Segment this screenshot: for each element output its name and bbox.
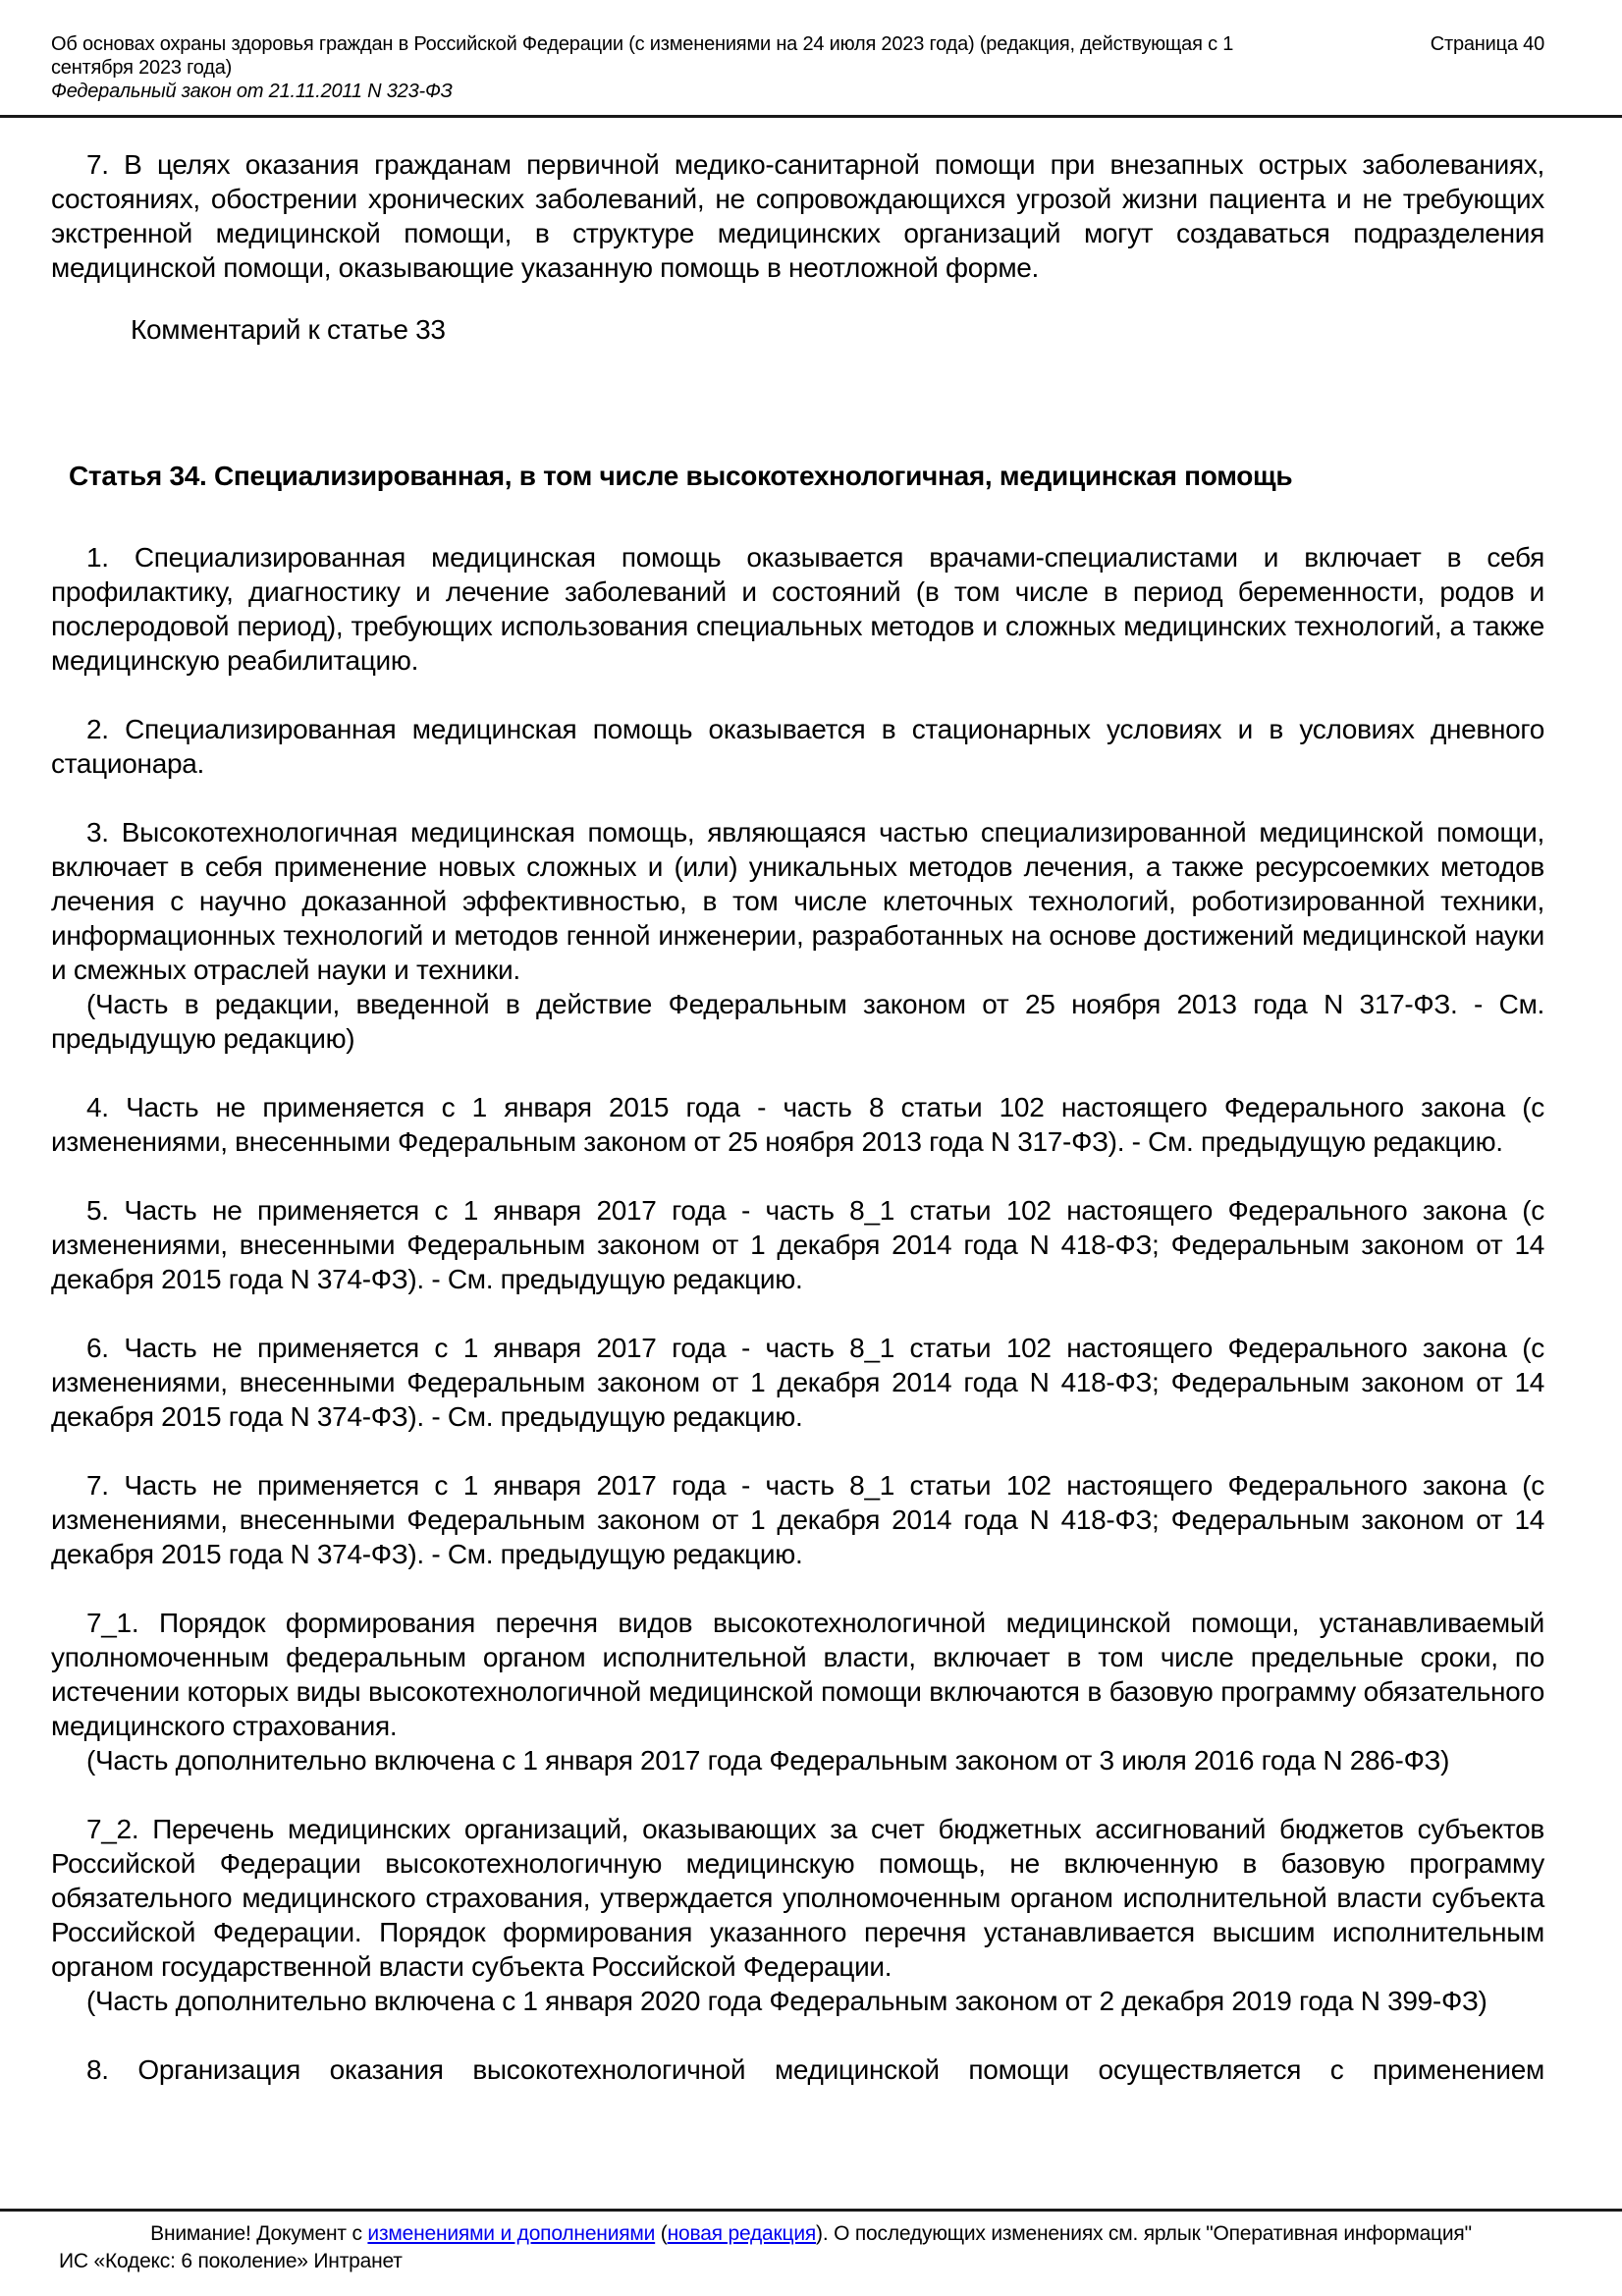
- page-header: [0, 0, 1622, 103]
- paragraph-part-2: 2. Специализированная медицинская помощь оказывается в стационарных условиях и в условиях дневного стационара.: [51, 714, 1544, 779]
- paragraph-part-7-2: 7_2. Перечень медицинских организаций, оказывающих за счет бюджетных ассигнований бюджетов субъектов Российской Федерации высокотехнологичную медицинскую помощь, не включенную в базовую программу обязательного медицинского страхования, утверждается уполномоченным органом исполнительной власти субъекта Российской Федерации. Порядок формирования указанного перечня устанавливается высшим исполнительным органом государственной власти субъекта Российской Федерации.: [51, 1814, 1544, 1982]
- notice-text-middle: (: [655, 2222, 668, 2245]
- paragraph-part-1: 1. Специализированная медицинская помощь оказывается врачами-специалистами и включает в себя профилактику, диагностику и лечение заболеваний и состояний (в том числе в период беременности, родов и послеродовой период), требующих использования специальных методов и сложных медицинских технологий, а также медицинскую реабилитацию.: [51, 542, 1544, 676]
- paragraph-part-6: 6. Часть не применяется с 1 января 2017 года - часть 8_1 статьи 102 настоящего Федерального закона (с изменениями, внесенными Федеральным законом от 1 декабря 2014 года N 418-ФЗ; Федеральным законом от 14 декабря 2015 года N 374-ФЗ). - См. предыдущую редакцию.: [51, 1333, 1544, 1432]
- paragraph-part-7-dup: 7. Часть не применяется с 1 января 2017 года - часть 8_1 статьи 102 настоящего Федерального закона (с изменениями, внесенными Федеральным законом от 1 декабря 2014 года N 418-ФЗ; Федеральным законом от 14 декабря 2015 года N 374-ФЗ). - См. предыдущую редакцию.: [51, 1470, 1544, 1569]
- notice-text-prefix: Внимание! Документ с: [150, 2222, 368, 2245]
- document-title: Об основах охраны здоровья граждан в Российской Федерации (с изменениями на 24 июля 2023 года) (редакция, действующая с 1 сентября 2023 года): [51, 33, 1234, 79]
- system-label: ИС «Кодекс: 6 поколение» Интранет: [59, 2250, 403, 2272]
- paragraph-part-7-2-note: (Часть дополнительно включена с 1 января 2020 года Федеральным законом от 2 декабря 2019 года N 399-ФЗ): [86, 1986, 1487, 2016]
- paragraph-part-3: 3. Высокотехнологичная медицинская помощь, являющаяся частью специализированной медицинской помощи, включает в себя применение новых сложных и (или) уникальных методов лечения, а также ресурсоемких методов лечения с научно доказанной эффективностью, в том числе клеточных технологий, роботизированной техники, информационных технологий и методов генной инженерии, разработанных на основе достижений медицинской науки и смежных отраслей науки и техники.: [51, 817, 1544, 985]
- comment-link-article-33: Комментарий к статье 33: [131, 314, 446, 345]
- notice-text-suffix: ). О последующих изменениях см. ярлык "Оперативная информация": [816, 2222, 1472, 2245]
- paragraph-part-4: 4. Часть не применяется с 1 января 2015 года - часть 8 статьи 102 настоящего Федерального закона (с изменениями, внесенными Федеральным законом от 25 ноября 2013 года N 317-ФЗ). - См. предыдущую редакцию.: [51, 1092, 1544, 1157]
- paragraph-part-7-1: 7_1. Порядок формирования перечня видов высокотехнологичной медицинской помощи, устанавливаемый уполномоченным федеральным органом исполнительной власти, включает в том числе предельные сроки, по истечении которых виды высокотехнологичной медицинской помощи включаются в базовую программу обязательного медицинского страхования.: [51, 1608, 1544, 1741]
- page-footer: [0, 2209, 1622, 2274]
- document-body: [0, 147, 1622, 2087]
- paragraph-part-3-note: (Часть в редакции, введенной в действие Федеральным законом от 25 ноября 2013 года N 317-ФЗ. - См. предыдущую редакцию): [51, 989, 1544, 1054]
- paragraph-part-8: 8. Организация оказания высокотехнологичной медицинской помощи осуществляется с применением: [86, 2054, 1544, 2085]
- paragraph-part-7: 7. В целях оказания гражданам первичной медико-санитарной помощи при внезапных острых заболеваниях, состояниях, обострении хронических заболеваний, не сопровождающихся угрозой жизни пациента и не требующих экстренной медицинской помощи, в структуре медицинских организаций могут создаваться подразделения медицинской помощи, оказывающие указанную помощь в неотложной форме.: [51, 149, 1544, 283]
- document-type: Федеральный закон от 21.11.2011 N 323-ФЗ: [51, 81, 453, 102]
- footer-notice: [59, 2221, 1563, 2247]
- amendments-link[interactable]: изменениями и дополнениями: [367, 2222, 656, 2245]
- paragraph-part-7-1-note: (Часть дополнительно включена с 1 января 2017 года Федеральным законом от 3 июля 2016 года N 286-ФЗ): [86, 1745, 1450, 1776]
- page-number: Страница 40: [1430, 33, 1544, 55]
- paragraph-part-5: 5. Часть не применяется с 1 января 2017 года - часть 8_1 статьи 102 настоящего Федерального закона (с изменениями, внесенными Федеральным законом от 1 декабря 2014 года N 418-ФЗ; Федеральным законом от 14 декабря 2015 года N 374-ФЗ). - См. предыдущую редакцию.: [51, 1195, 1544, 1294]
- footer-divider: [0, 2209, 1622, 2212]
- new-edition-link[interactable]: новая редакция: [667, 2222, 817, 2245]
- article-34-heading: Статья 34. Специализированная, в том числе высокотехнологичная, медицинская помощь: [69, 461, 1293, 491]
- header-row: [51, 32, 1544, 80]
- header-divider: [0, 115, 1622, 118]
